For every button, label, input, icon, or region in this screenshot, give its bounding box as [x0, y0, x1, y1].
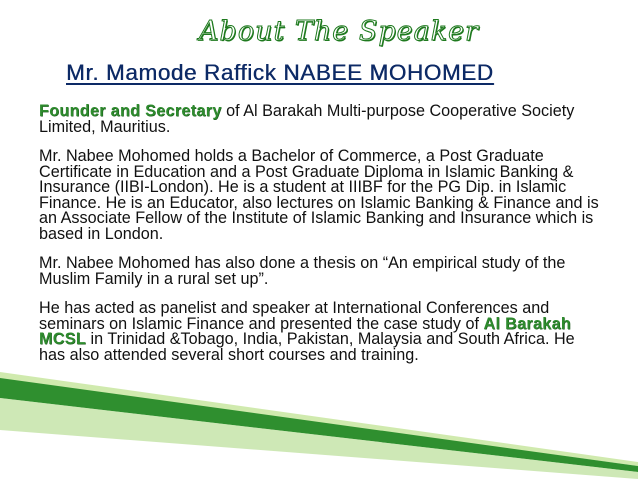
bio-paragraph-thesis: Mr. Nabee Mohomed has also done a thesis on “An empirical study of the Muslim Family in a rural set up”.	[39, 254, 566, 288]
stripe-light-band	[0, 372, 638, 468]
conferences-text-before: He has acted as panelist and speaker at International Conferences and seminars on Islamic Finance and presented the case study of	[39, 299, 550, 333]
bio-paragraph-education: Mr. Nabee Mohomed holds a Bachelor of Commerce, a Post Graduate Certificate in Education and a Post Graduate Diploma in Islamic Banking & Insurance (IIBI-London). He is a student at IIIBF for the PG Dip. in Islamic Finance. He is an Educator, also lectures on Islamic Banking & Finance and is an Associate Fellow of the Institute of Islamic Banking and Insurance which is based in London.	[39, 147, 599, 243]
slide-heading: About The Speaker	[199, 16, 479, 47]
conferences-text-after: in Trinidad &Tobago, India, Pakistan, Malaysia and South Africa. He has also attended several short courses and training.	[39, 330, 575, 364]
founder-role-text: of Al Barakah Multi-purpose Cooperative Society Limited, Mauritius.	[39, 102, 575, 136]
bio-paragraph-founder	[39, 104, 605, 135]
founder-role-highlight: Founder and Secretary	[39, 102, 222, 120]
speaker-name: Mr. Mamode Raffick NABEE MOHOMED	[66, 60, 494, 85]
bio-paragraph-conferences	[39, 301, 605, 363]
stripe-dark-wedge	[0, 378, 638, 472]
case-study-highlight: Al Barakah MCSL	[39, 314, 572, 348]
stripe-dark-band	[0, 380, 638, 479]
speaker-bio	[39, 104, 605, 377]
stripe-fade-band	[0, 398, 638, 479]
